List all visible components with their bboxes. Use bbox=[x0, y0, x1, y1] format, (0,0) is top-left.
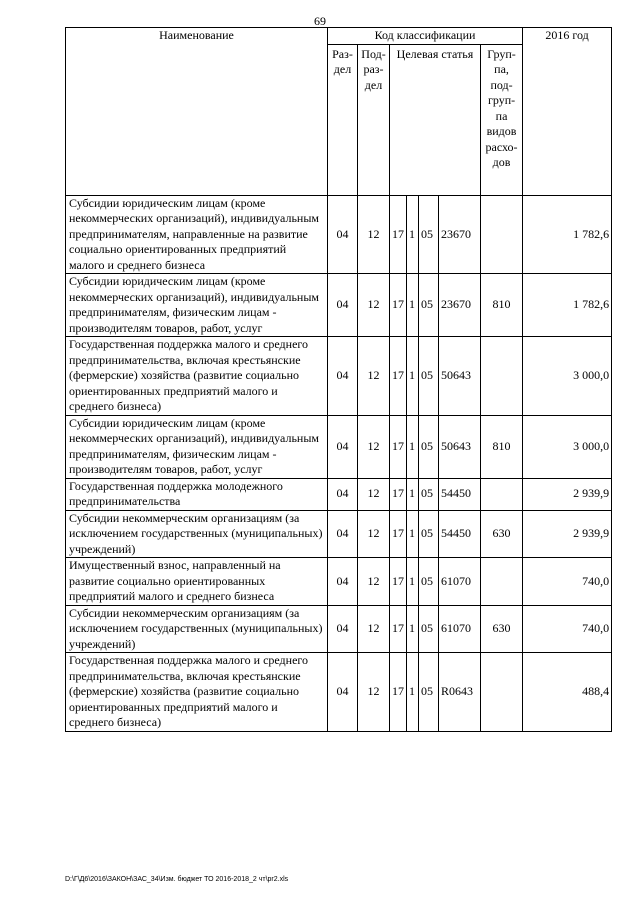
row-target-program: 17 bbox=[390, 478, 407, 510]
row-amount: 488,4 bbox=[523, 653, 612, 732]
row-target-main-event: 05 bbox=[419, 274, 439, 337]
row-target-direction: 50643 bbox=[439, 337, 481, 416]
row-name: Субсидии юридическим лицам (кроме некоммерческих организаций), индивидуальным предпринимателям, физическим лицам - производителям товаров, работ, услуг bbox=[66, 415, 328, 478]
row-subsection: 12 bbox=[358, 337, 390, 416]
row-subsection: 12 bbox=[358, 478, 390, 510]
row-amount: 3 000,0 bbox=[523, 415, 612, 478]
row-expense-group bbox=[481, 558, 523, 606]
row-amount: 2 939,9 bbox=[523, 510, 612, 558]
row-expense-group bbox=[481, 337, 523, 416]
header-row-top bbox=[66, 28, 612, 45]
table-row bbox=[66, 195, 612, 274]
row-subsection: 12 bbox=[358, 653, 390, 732]
row-target-subprogram: 1 bbox=[407, 510, 419, 558]
row-target-subprogram: 1 bbox=[407, 195, 419, 274]
row-expense-group bbox=[481, 195, 523, 274]
table-row bbox=[66, 510, 612, 558]
row-target-main-event: 05 bbox=[419, 478, 439, 510]
row-target-direction: R0643 bbox=[439, 653, 481, 732]
row-section: 04 bbox=[328, 558, 358, 606]
row-subsection: 12 bbox=[358, 510, 390, 558]
row-target-program: 17 bbox=[390, 510, 407, 558]
header-classification-code: Код классификации bbox=[328, 28, 523, 45]
row-amount: 1 782,6 bbox=[523, 274, 612, 337]
row-target-main-event: 05 bbox=[419, 195, 439, 274]
file-path-footer: D:\Г\Д6\2016\ЗАКОН\ЗАС_34\Изм. бюджет ТО 2016-2018_2 чт\pr2.xls bbox=[65, 876, 289, 883]
row-target-main-event: 05 bbox=[419, 337, 439, 416]
row-target-program: 17 bbox=[390, 274, 407, 337]
row-section: 04 bbox=[328, 510, 358, 558]
row-amount: 1 782,6 bbox=[523, 195, 612, 274]
table-row bbox=[66, 558, 612, 606]
row-name: Субсидии юридическим лицам (кроме некоммерческих организаций), индивидуальным предпринимателям, физическим лицам - производителям товаров, работ, услуг bbox=[66, 274, 328, 337]
row-section: 04 bbox=[328, 415, 358, 478]
row-subsection: 12 bbox=[358, 558, 390, 606]
row-name: Субсидии некоммерческим организациям (за исключением государственных (муниципальных) учреждений) bbox=[66, 510, 328, 558]
row-name: Государственная поддержка молодежного предпринимательства bbox=[66, 478, 328, 510]
row-amount: 3 000,0 bbox=[523, 337, 612, 416]
row-target-direction: 50643 bbox=[439, 415, 481, 478]
row-target-main-event: 05 bbox=[419, 510, 439, 558]
row-section: 04 bbox=[328, 478, 358, 510]
page-number: 69 bbox=[314, 14, 326, 28]
row-amount: 2 939,9 bbox=[523, 478, 612, 510]
row-expense-group bbox=[481, 653, 523, 732]
header-target-item: Целевая статья bbox=[390, 44, 481, 195]
row-target-subprogram: 1 bbox=[407, 653, 419, 732]
row-target-direction: 54450 bbox=[439, 510, 481, 558]
row-target-subprogram: 1 bbox=[407, 274, 419, 337]
row-expense-group bbox=[481, 478, 523, 510]
table-row bbox=[66, 653, 612, 732]
budget-table bbox=[65, 27, 612, 732]
row-name: Государственная поддержка малого и среднего предпринимательства, включая крестьянские (фермерские) хозяйства (развитие социально ориентированных предприятий малого и среднего бизнеса) bbox=[66, 653, 328, 732]
row-target-subprogram: 1 bbox=[407, 337, 419, 416]
row-subsection: 12 bbox=[358, 195, 390, 274]
row-subsection: 12 bbox=[358, 415, 390, 478]
row-target-main-event: 05 bbox=[419, 605, 439, 653]
row-name: Субсидии юридическим лицам (кроме некоммерческих организаций), индивидуальным предпринимателям, направленные на развитие социально ориентированных предприятий малого и среднего бизнеса bbox=[66, 195, 328, 274]
row-target-subprogram: 1 bbox=[407, 558, 419, 606]
row-expense-group: 810 bbox=[481, 274, 523, 337]
row-target-direction: 23670 bbox=[439, 274, 481, 337]
row-target-subprogram: 1 bbox=[407, 605, 419, 653]
header-section: Раз- дел bbox=[328, 44, 358, 195]
table-row bbox=[66, 415, 612, 478]
row-expense-group: 630 bbox=[481, 605, 523, 653]
row-target-subprogram: 1 bbox=[407, 415, 419, 478]
header-year: 2016 год bbox=[523, 28, 612, 196]
row-amount: 740,0 bbox=[523, 558, 612, 606]
row-target-direction: 54450 bbox=[439, 478, 481, 510]
row-section: 04 bbox=[328, 337, 358, 416]
row-target-main-event: 05 bbox=[419, 415, 439, 478]
row-target-direction: 61070 bbox=[439, 558, 481, 606]
row-amount: 740,0 bbox=[523, 605, 612, 653]
row-target-program: 17 bbox=[390, 653, 407, 732]
table-row bbox=[66, 605, 612, 653]
row-name: Государственная поддержка малого и среднего предпринимательства, включая крестьянские (фермерские) хозяйства (развитие социально ориентированных предприятий малого и среднего бизнеса) bbox=[66, 337, 328, 416]
row-subsection: 12 bbox=[358, 605, 390, 653]
row-target-program: 17 bbox=[390, 195, 407, 274]
header-name: Наименование bbox=[66, 28, 328, 196]
row-target-direction: 23670 bbox=[439, 195, 481, 274]
row-name: Имущественный взнос, направленный на развитие социально ориентированных предприятий малого и среднего бизнеса bbox=[66, 558, 328, 606]
row-target-program: 17 bbox=[390, 558, 407, 606]
row-section: 04 bbox=[328, 605, 358, 653]
row-section: 04 bbox=[328, 274, 358, 337]
row-expense-group: 810 bbox=[481, 415, 523, 478]
row-target-program: 17 bbox=[390, 415, 407, 478]
row-section: 04 bbox=[328, 195, 358, 274]
row-target-subprogram: 1 bbox=[407, 478, 419, 510]
row-subsection: 12 bbox=[358, 274, 390, 337]
header-subsection: Под- раз- дел bbox=[358, 44, 390, 195]
header-expense-group: Груп- па, под- груп- па видов расхо- дов bbox=[481, 44, 523, 195]
row-target-main-event: 05 bbox=[419, 653, 439, 732]
table-row bbox=[66, 274, 612, 337]
table-row bbox=[66, 337, 612, 416]
row-target-program: 17 bbox=[390, 605, 407, 653]
row-section: 04 bbox=[328, 653, 358, 732]
row-expense-group: 630 bbox=[481, 510, 523, 558]
row-target-program: 17 bbox=[390, 337, 407, 416]
table-row bbox=[66, 478, 612, 510]
row-name: Субсидии некоммерческим организациям (за исключением государственных (муниципальных) учреждений) bbox=[66, 605, 328, 653]
row-target-main-event: 05 bbox=[419, 558, 439, 606]
row-target-direction: 61070 bbox=[439, 605, 481, 653]
